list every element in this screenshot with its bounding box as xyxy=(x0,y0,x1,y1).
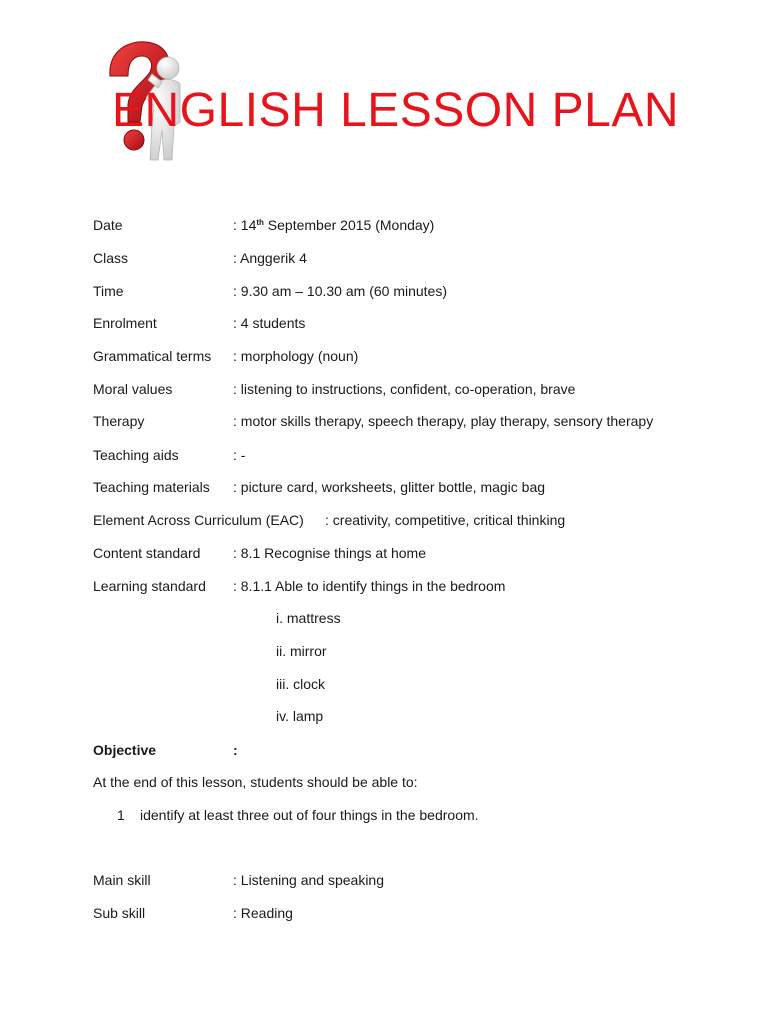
date-value: : 14th September 2015 (Monday) xyxy=(233,217,435,233)
date-label: Date xyxy=(93,217,123,233)
learning-item: iv. lamp xyxy=(276,708,324,724)
objective-label: Objective xyxy=(93,742,157,758)
sub-skill-value: : Reading xyxy=(233,905,293,921)
time-label: Time xyxy=(93,283,124,299)
eac-label: Element Across Curriculum (EAC) xyxy=(93,512,304,528)
moral-values-label: Moral values xyxy=(93,381,173,397)
content-standard-label: Content standard xyxy=(93,545,201,561)
eac-value: : creativity, competitive, critical thinking xyxy=(325,512,566,528)
objective-item-text: identify at least three out of four things in the bedroom. xyxy=(140,807,479,823)
class-label: Class xyxy=(93,250,129,266)
teaching-materials-value: : picture card, worksheets, glitter bottle, magic bag xyxy=(233,479,546,495)
moral-values-value: : listening to instructions, confident, co-operation, brave xyxy=(233,381,576,397)
teaching-materials-label: Teaching materials xyxy=(93,479,210,495)
objective-intro: At the end of this lesson, students should be able to: xyxy=(93,774,418,790)
objective-colon: : xyxy=(233,742,238,758)
learning-item: ii. mirror xyxy=(276,643,327,659)
sub-skill-label: Sub skill xyxy=(93,905,146,921)
learning-item: iii. clock xyxy=(276,676,326,692)
enrolment-label: Enrolment xyxy=(93,315,157,331)
time-value: : 9.30 am – 10.30 am (60 minutes) xyxy=(233,283,447,299)
teaching-aids-value: : - xyxy=(233,447,246,463)
enrolment-value: : 4 students xyxy=(233,315,306,331)
learning-standard-label: Learning standard xyxy=(93,578,206,594)
main-skill-value: : Listening and speaking xyxy=(233,872,384,888)
grammatical-terms-value: : morphology (noun) xyxy=(233,348,359,364)
learning-standard-value: : 8.1.1 Able to identify things in the bedroom xyxy=(233,578,506,594)
therapy-value: : motor skills therapy, speech therapy, play therapy, sensory therapy xyxy=(233,413,654,429)
page-title: ENGLISH LESSON PLAN xyxy=(112,84,680,137)
main-skill-label: Main skill xyxy=(93,872,151,888)
grammatical-terms-label: Grammatical terms xyxy=(93,348,212,364)
objective-item-number: 1 xyxy=(117,807,125,823)
class-value: : Anggerik 4 xyxy=(233,250,307,266)
teaching-aids-label: Teaching aids xyxy=(93,447,179,463)
content-standard-value: : 8.1 Recognise things at home xyxy=(233,545,427,561)
learning-item: i. mattress xyxy=(276,610,341,626)
therapy-label: Therapy xyxy=(93,413,145,429)
